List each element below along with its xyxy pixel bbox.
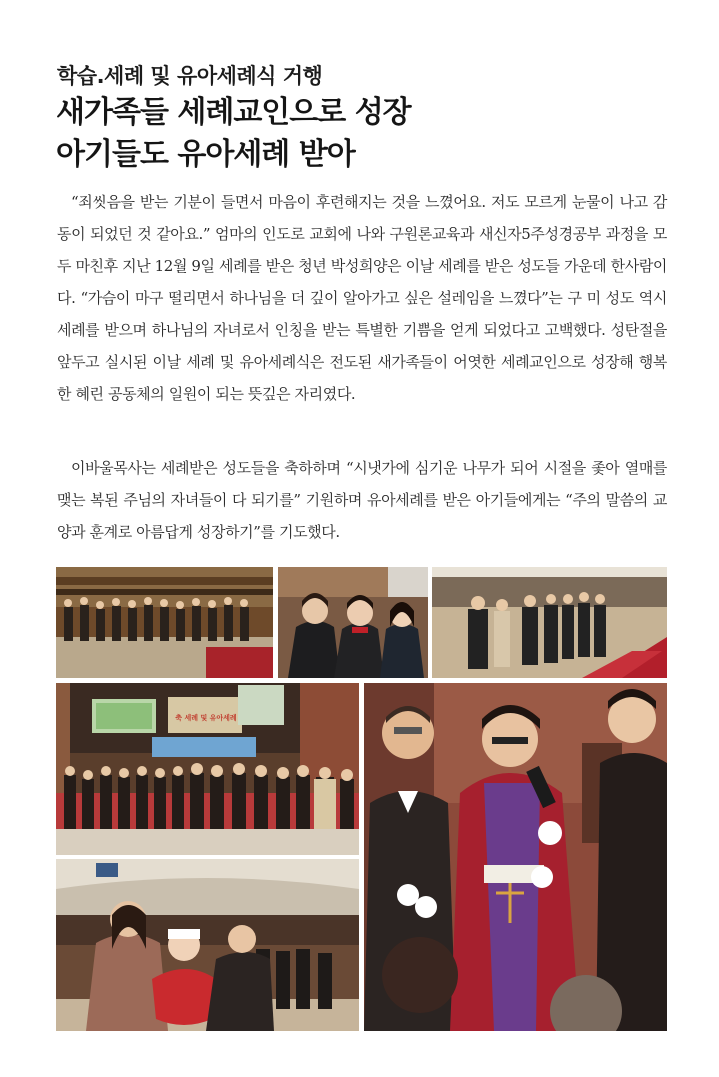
photo-three-women: [278, 567, 428, 678]
paragraph-2-text: 이바울목사는 세례받은 성도들을 축하하며 “시냇가에 심기운 나무가 되어 시절을 좇아 열매를 맺는 복된 주님의 자녀들이 다 되기를” 기원하며 유아세례를 받은 아기들에게는 “주의 말씀의 교양과 훈계로 아름답게 성장하기”를 기도했다.: [57, 459, 667, 541]
article-kicker: 학습.세례 및 유아세례식 거행: [57, 64, 323, 88]
article-paragraph-2: [57, 452, 667, 548]
photo-sanctuary-stage: [56, 683, 359, 855]
headline-line-2: 아기들도 유아세례 받아: [56, 137, 355, 172]
article-paragraph-1: [57, 186, 667, 410]
article-headline: [56, 92, 411, 176]
headline-line-1: 새가족들 세례교인으로 성장: [56, 95, 411, 130]
photo-banner-text: 축 세례 및 유아세례: [175, 714, 237, 722]
photo-infant-baptism: [56, 859, 359, 1031]
photo-baptism-congregation: [56, 567, 273, 678]
photo-line-of-members: [432, 567, 667, 678]
photo-baptism-ceremony: [364, 683, 667, 1031]
paragraph-1-text: “죄씻음을 받는 기분이 들면서 마음이 후련해지는 것을 느꼈어요. 저도 모르게 눈물이 나고 감동이 되었던 것 같아요.” 엄마의 인도로 교회에 나와 구원론교육과 새신자5주성경공부 과정을 모두 마친후 지난 12월 9일 세례를 받은 청년 박성희양은 이날 세례를 받은 성도들 가운데 한사람이다. “가슴이 마구 떨리면서 하나님을 더 깊이 알아가고 싶은 설레임을 느꼈다”는 구 미 성도 역시 세례를 받으며 하나님의 자녀로서 인칭을 받는 특별한 기쁨을 얻게 되었다고 고백했다. 성탄절을 앞두고 실시된 이날 세례 및 유아세례식은 전도된 새가족들이 어엿한 세례교인으로 성장해 행복한 혜린 공동체의 일원이 되는 뜻깊은 자리였다.: [57, 193, 667, 403]
